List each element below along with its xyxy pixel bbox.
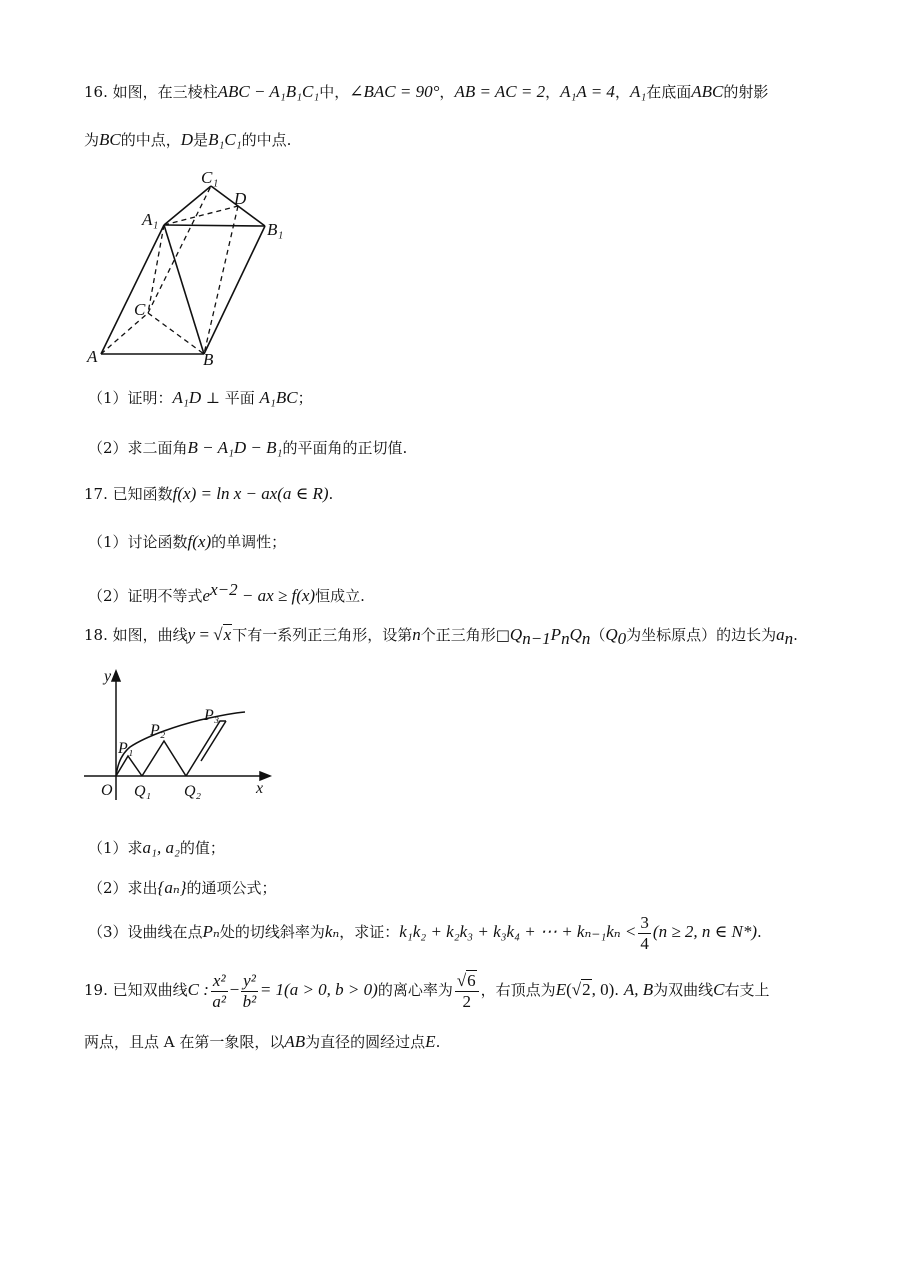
q18-y: y	[187, 625, 196, 644]
q19-text: 已知双曲线	[112, 981, 188, 999]
q16-text: 的中点.	[241, 131, 292, 149]
q16-d: D	[180, 130, 194, 149]
fraction-numerator: x²	[212, 970, 226, 990]
q18-n: n	[412, 625, 421, 644]
q16-a1d: A₁D	[172, 388, 202, 407]
q19-ab: A, B	[623, 980, 654, 999]
q16-text: 在底面	[646, 83, 692, 101]
q17-fx: f(x)	[187, 532, 212, 551]
x-axis-arrow	[260, 772, 270, 780]
fraction-denominator: 4	[640, 933, 649, 953]
q18-part-3-label: （3）设曲线在点	[88, 923, 203, 941]
q17-text: .	[328, 485, 334, 503]
label-q2: Q₂	[184, 783, 202, 800]
q17-e: e	[202, 586, 211, 605]
q16-part-1	[88, 386, 313, 410]
q18-text: 处的切线斜率为	[219, 923, 325, 941]
label-b1: B₁	[267, 220, 284, 239]
q19-e-point: E	[425, 1032, 436, 1051]
q16-text: 的平面角的正切值.	[282, 439, 408, 457]
q18-q0: Q	[605, 625, 618, 644]
label-c: C	[134, 300, 146, 319]
q17-text: 的单调性；	[211, 533, 287, 551]
q16-text: 为	[84, 131, 100, 149]
q19-text: 的离心率为	[377, 981, 453, 999]
label-p2: P₂	[150, 722, 166, 739]
label-p1: P₁	[118, 740, 134, 757]
q18-text: 如图，曲线	[112, 626, 188, 644]
label-a1: A₁	[142, 210, 159, 229]
q19-y-fraction	[241, 971, 258, 1012]
q16-text: 的射影	[723, 83, 769, 101]
q17-inequality: − ax ≥ f(x)	[237, 586, 316, 605]
q17-exponent: x−2	[210, 580, 238, 599]
edge-b-b1	[204, 226, 265, 354]
q18-part-1-label: （1）求	[88, 839, 143, 857]
label-c1: C₁	[201, 168, 219, 187]
label-q1: Q₁	[134, 783, 152, 800]
q16-text: ；	[297, 389, 313, 407]
label-a: A	[87, 347, 98, 366]
triangle-1	[116, 756, 142, 776]
fraction-denominator: 2	[462, 991, 471, 1011]
triangle-3-right	[201, 721, 226, 761]
q18-an: a	[776, 625, 785, 644]
edge-a1-b1	[164, 225, 265, 226]
q18-part-3	[88, 912, 762, 954]
q18-number: 18.	[84, 626, 108, 644]
q18-text: 个正三角形	[420, 626, 496, 644]
fraction-numerator: y²	[243, 970, 256, 990]
q19-line-2	[84, 1030, 440, 1054]
q18-eq: =	[195, 625, 214, 644]
y-axis-arrow	[112, 671, 120, 681]
label-b: B	[203, 350, 214, 369]
q18-part-2-label: （2）求出	[88, 879, 158, 897]
q18-q0-sub: 0	[617, 629, 627, 648]
q19-line-1: 19. 已知双曲线C : $\frac{\text{x²}}{\text{a²}}$ − $\frac{\text{y²}}{\text{b²}}$ = 1(a > 0, b > 0)的离心率为 $\frac{√6}{2}$ ，右顶点为E(√2, 0). A, B为双曲线C右支上	[84, 970, 770, 1011]
q16-text: 如图，在三棱柱	[112, 83, 218, 101]
q18-text: .	[793, 626, 798, 644]
edge-a1-c	[148, 225, 164, 313]
q18-q-sub: n−1	[522, 629, 551, 648]
q19-text: 右支上	[724, 981, 770, 999]
q16-prism: ABC − A₁B₁C₁	[217, 82, 320, 101]
edge-a-a1	[101, 225, 164, 354]
q19-sqrt-2: 2	[582, 980, 591, 999]
q19-paren: (	[566, 980, 572, 999]
q18-fraction	[638, 913, 651, 954]
q19-eq-condition: = 1(a > 0, b > 0)	[259, 980, 378, 999]
q18-pn: Pₙ	[202, 922, 220, 941]
q16-text: ，	[439, 83, 455, 101]
q18-text: （	[590, 626, 606, 644]
q18-qn: Q	[569, 625, 582, 644]
q16-text: ，	[545, 83, 561, 101]
q16-dihedral: B − A₁D − B₁	[187, 438, 283, 457]
q16-part-1-label: （1）证明：	[88, 389, 173, 407]
q16-bc: BC	[99, 130, 121, 149]
q18-text: 下有一系列正三角形，设第	[232, 626, 413, 644]
q19-eccentricity: $\frac{√6}{2}$	[455, 971, 479, 1012]
fraction-numerator: 6	[467, 970, 476, 990]
q18-text: .	[756, 923, 762, 941]
q18-text: ，求证：	[339, 923, 400, 941]
q16-abc: ABC	[691, 82, 724, 101]
q18-part-1	[88, 836, 225, 860]
edge-c-b	[148, 313, 204, 354]
edge-a1-b	[164, 225, 204, 354]
q16-text: ⊥ 平面	[201, 389, 260, 407]
q17-part-2-label: （2）证明不等式	[88, 587, 203, 605]
q19-text: 两点，且点 A 在第一象限，以	[84, 1033, 285, 1051]
q19-text: .	[435, 1033, 441, 1051]
q18-q: Q	[509, 625, 523, 644]
q19-ab-diameter: AB	[284, 1032, 306, 1051]
q18-kn: kₙ	[324, 922, 340, 941]
q16-number: 16.	[84, 83, 108, 101]
q16-b1c1: B₁C₁	[208, 130, 242, 149]
q19-minus: −	[229, 980, 240, 999]
q19-text: 为直径的圆经过点	[305, 1033, 426, 1051]
q17-function: f(x) = ln x − ax(a ∈ R)	[172, 484, 329, 503]
q17-text: 恒成立.	[315, 587, 365, 605]
q18-sqrt-x: x	[223, 625, 232, 644]
q17-part-1-label: （1）讨论函数	[88, 533, 188, 551]
q18-text: 为坐标原点）的边长为	[626, 626, 777, 644]
q16-line-1	[84, 80, 768, 104]
q17-part-2	[88, 578, 365, 608]
q16-plane: A₁BC	[259, 388, 298, 407]
q18-condition: (n ≥ 2, n ∈ N*)	[652, 922, 757, 941]
q18-line-1: 18. 如图，曲线y = √x下有一系列正三角形，设第n个正三角形$□Q_{n-1}P_nQ_n(Q_0$为坐标原点）的边长为$a_n$.	[84, 625, 798, 648]
fraction-denominator: b²	[242, 991, 257, 1011]
q19-text: ，右顶点为	[480, 981, 556, 999]
q16-text: 中，	[319, 83, 350, 101]
curve-figure	[80, 665, 280, 805]
q19-x-fraction	[211, 971, 228, 1012]
label-x: x	[256, 780, 264, 797]
q19-text: 为双曲线	[653, 981, 714, 999]
q16-part-2	[88, 436, 407, 460]
q19-number: 19.	[84, 981, 108, 999]
q19-c2: C	[713, 980, 725, 999]
q17-number: 17.	[84, 485, 108, 503]
q16-text: ，	[614, 83, 630, 101]
prism-figure	[80, 165, 300, 370]
label-o: O	[101, 782, 113, 799]
edge-d-b	[204, 206, 238, 354]
q16-text: 是	[193, 131, 209, 149]
edge-a-c	[101, 313, 148, 354]
q16-a1: A₁	[629, 82, 647, 101]
edge-c-c1	[148, 186, 211, 313]
triangle-2	[142, 741, 186, 776]
q18-sum: k₁k₂ + k₂k₃ + k₃k₄ + ⋯ + kₙ₋₁kₙ <	[399, 922, 637, 941]
label-p3: P₃	[204, 707, 220, 724]
label-y: y	[104, 668, 112, 685]
q18-p: P	[550, 625, 562, 644]
q18-part-2	[88, 876, 277, 900]
q18-box-glyph: □	[495, 626, 510, 644]
q18-a1-a2: a₁, a₂	[142, 838, 180, 857]
q17-text: 已知函数	[112, 485, 173, 503]
q19-text: .	[614, 981, 624, 999]
q19-c: C :	[187, 980, 209, 999]
fraction-denominator: a²	[212, 991, 227, 1011]
q19-paren: , 0)	[591, 980, 615, 999]
q18-p-sub: n	[561, 629, 570, 648]
label-d: D	[234, 189, 247, 208]
q16-line-2	[84, 128, 291, 152]
q18-qn-sub: n	[581, 629, 591, 648]
q16-angle: ∠BAC = 90°	[349, 82, 440, 101]
q18-an-sub: n	[784, 629, 794, 648]
q16-text: 的中点，	[120, 131, 181, 149]
q18-sequence: {aₙ}	[157, 878, 187, 897]
q16-a1a: A₁A = 4	[560, 82, 615, 101]
q18-text: 的值；	[179, 839, 225, 857]
edge-a1-c1	[164, 186, 211, 225]
fraction-numerator: 3	[640, 912, 649, 932]
q17-part-1	[88, 530, 286, 554]
q17-line-1	[84, 482, 333, 506]
q18-text: 的通项公式；	[186, 879, 277, 897]
q16-sides: AB = AC = 2	[454, 82, 546, 101]
q19-e-label: E	[555, 980, 567, 999]
q16-part-2-label: （2）求二面角	[88, 439, 188, 457]
